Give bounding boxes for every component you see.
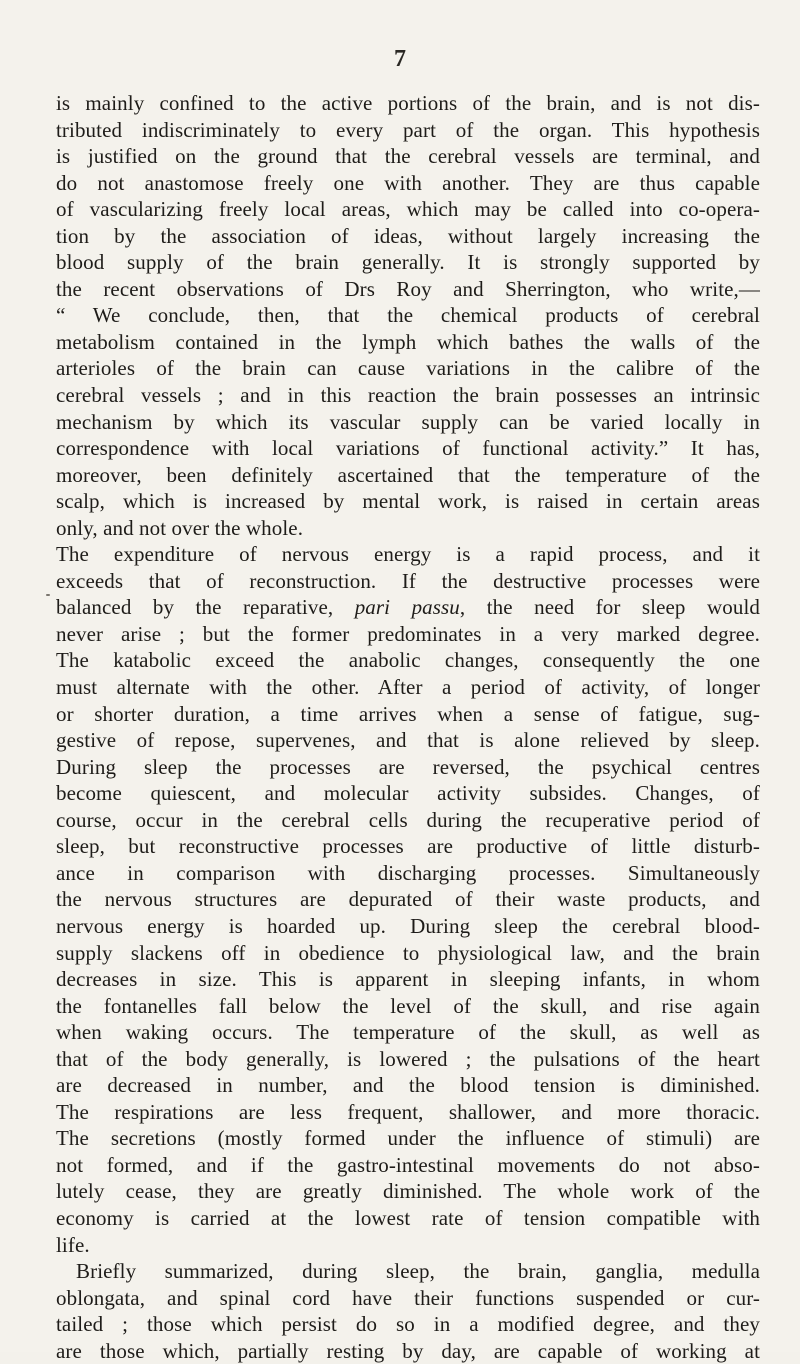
text-line [56, 913, 760, 940]
text-segment: the nervous structures are depurated of their waste products, and [56, 887, 760, 912]
text-line [56, 329, 760, 356]
text-line [56, 462, 760, 489]
text-segment: only, and not over the whole. [56, 515, 304, 540]
page-number: 7 [394, 46, 406, 72]
text-line [56, 807, 760, 834]
text-segment: ance in comparison with discharging processes. Simultaneously [56, 860, 760, 885]
text-line [56, 1232, 760, 1259]
text-line [56, 1125, 760, 1152]
text-segment: metabolism contained in the lymph which bathes the walls of the [56, 329, 760, 354]
text-segment: mechanism by which its vascular supply can be varied locally in [56, 409, 760, 434]
text-line [56, 90, 760, 117]
text-line [56, 1178, 760, 1205]
text-segment: is justified on the ground that the cerebral vessels are terminal, and [56, 144, 760, 169]
text-line [56, 249, 760, 276]
text-segment: balanced by the reparative, [56, 595, 355, 620]
text-line [56, 594, 760, 621]
text-segment: sleep, but reconstructive processes are productive of little disturb- [56, 834, 760, 859]
text-segment: the fontanelles fall below the level of the skull, and rise again [56, 993, 760, 1018]
text-line [56, 940, 760, 967]
text-segment: tributed indiscriminately to every part of the organ. This hypothesis [56, 117, 760, 142]
text-segment: “ We conclude, then, that the chemical products of cerebral [56, 303, 760, 328]
text-segment: course, occur in the cerebral cells during the recuperative period of [56, 807, 760, 832]
text-segment: gestive of repose, supervenes, and that is alone relieved by sleep. [56, 728, 760, 753]
text-line [56, 621, 760, 648]
text-line [56, 833, 760, 860]
text-segment: The katabolic exceed the anabolic changes, consequently the one [56, 648, 760, 673]
text-line [56, 860, 760, 887]
text-segment: tailed ; those which persist do so in a modified degree, and they [56, 1312, 760, 1337]
text-line [56, 302, 760, 329]
text-line [56, 780, 760, 807]
text-line [56, 1205, 760, 1232]
text-line [56, 993, 760, 1020]
text-segment: economy is carried at the lowest rate of tension compatible with [56, 1205, 760, 1230]
text-line [56, 435, 760, 462]
text-segment: cerebral vessels ; and in this reaction the brain possesses an intrinsic [56, 383, 760, 408]
text-segment: supply slackens off in obedience to physiological law, and the brain [56, 940, 760, 965]
text-line [56, 170, 760, 197]
text-line [56, 647, 760, 674]
text-segment: are decreased in number, and the blood tension is diminished. [56, 1073, 760, 1098]
text-line [56, 276, 760, 303]
text-segment: of vascularizing freely local areas, which may be called into co-opera- [56, 197, 760, 222]
text-segment: that of the body generally, is lowered ; the pulsations of the heart [56, 1046, 760, 1071]
text-segment: oblongata, and spinal cord have their functions suspended or cur- [56, 1285, 760, 1310]
text-segment: must alternate with the other. After a period of activity, of longer [56, 675, 760, 700]
text-segment: do not anastomose freely one with another. They are thus capable [56, 170, 760, 195]
text-line [56, 196, 760, 223]
text-line [56, 223, 760, 250]
text-line [56, 1152, 760, 1179]
text-segment: scalp, which is increased by mental work, is raised in certain areas [56, 489, 760, 514]
text-line [56, 1338, 760, 1364]
text-line [56, 143, 760, 170]
text-segment: The respirations are less frequent, shallower, and more thoracic. [56, 1099, 760, 1124]
text-segment: correspondence with local variations of functional activity.” It has, [56, 436, 760, 461]
text-line [56, 1311, 760, 1338]
text-line [56, 382, 760, 409]
text-line [56, 541, 760, 568]
text-segment: the recent observations of Drs Roy and Sherrington, who write,— [56, 276, 760, 301]
text-line [56, 1099, 760, 1126]
text-line [56, 754, 760, 781]
text-line [56, 1285, 760, 1312]
text-segment: blood supply of the brain generally. It is strongly supported by [56, 250, 760, 275]
text-line [56, 701, 760, 728]
text-segment: or shorter duration, a time arrives when a sense of fatigue, sug- [56, 701, 760, 726]
text-segment: nervous energy is hoarded up. During sleep the cerebral blood- [56, 913, 760, 938]
text-segment: The secretions (mostly formed under the influence of stimuli) are [56, 1126, 760, 1151]
italic-phrase: pari passu [354, 595, 460, 620]
text-line [56, 117, 760, 144]
text-line [56, 1072, 760, 1099]
print-speck [46, 594, 50, 596]
text-segment: lutely cease, they are greatly diminished. The whole work of the [56, 1179, 760, 1204]
text-segment: During sleep the processes are reversed, the psychical centres [56, 754, 760, 779]
text-segment: decreases in size. This is apparent in sleeping infants, in whom [56, 967, 760, 992]
body-text [56, 90, 760, 1364]
text-segment: not formed, and if the gastro-intestinal movements do not abso- [56, 1152, 760, 1177]
text-segment: The expenditure of nervous energy is a rapid process, and it [56, 542, 760, 567]
text-segment: exceeds that of reconstruction. If the destructive processes were [56, 568, 760, 593]
text-line [56, 1046, 760, 1073]
text-segment: moreover, been definitely ascertained that the temperature of the [56, 462, 760, 487]
text-line [56, 886, 760, 913]
text-line [56, 568, 760, 595]
text-line [56, 727, 760, 754]
text-line [56, 966, 760, 993]
text-segment: are those which, partially resting by day, are capable of working at [56, 1338, 760, 1363]
text-segment: is mainly confined to the active portions of the brain, and is not dis- [56, 91, 760, 115]
text-segment: become quiescent, and molecular activity subsides. Changes, of [56, 781, 760, 806]
text-line [56, 1019, 760, 1046]
text-line [56, 674, 760, 701]
text-segment: life. [56, 1232, 90, 1257]
text-line [56, 409, 760, 436]
text-line [56, 515, 760, 542]
text-segment: never arise ; but the former predominates in a very marked degree. [56, 621, 760, 646]
text-segment: Briefly summarized, during sleep, the brain, ganglia, medulla [76, 1259, 760, 1284]
text-line [56, 355, 760, 382]
text-segment: when waking occurs. The temperature of the skull, as well as [56, 1020, 760, 1045]
text-line [56, 1258, 760, 1285]
text-segment: tion by the association of ideas, without largely increasing the [56, 223, 760, 248]
text-segment: , the need for sleep would [459, 595, 760, 620]
text-segment: arterioles of the brain can cause variations in the calibre of the [56, 356, 760, 381]
text-line [56, 488, 760, 515]
